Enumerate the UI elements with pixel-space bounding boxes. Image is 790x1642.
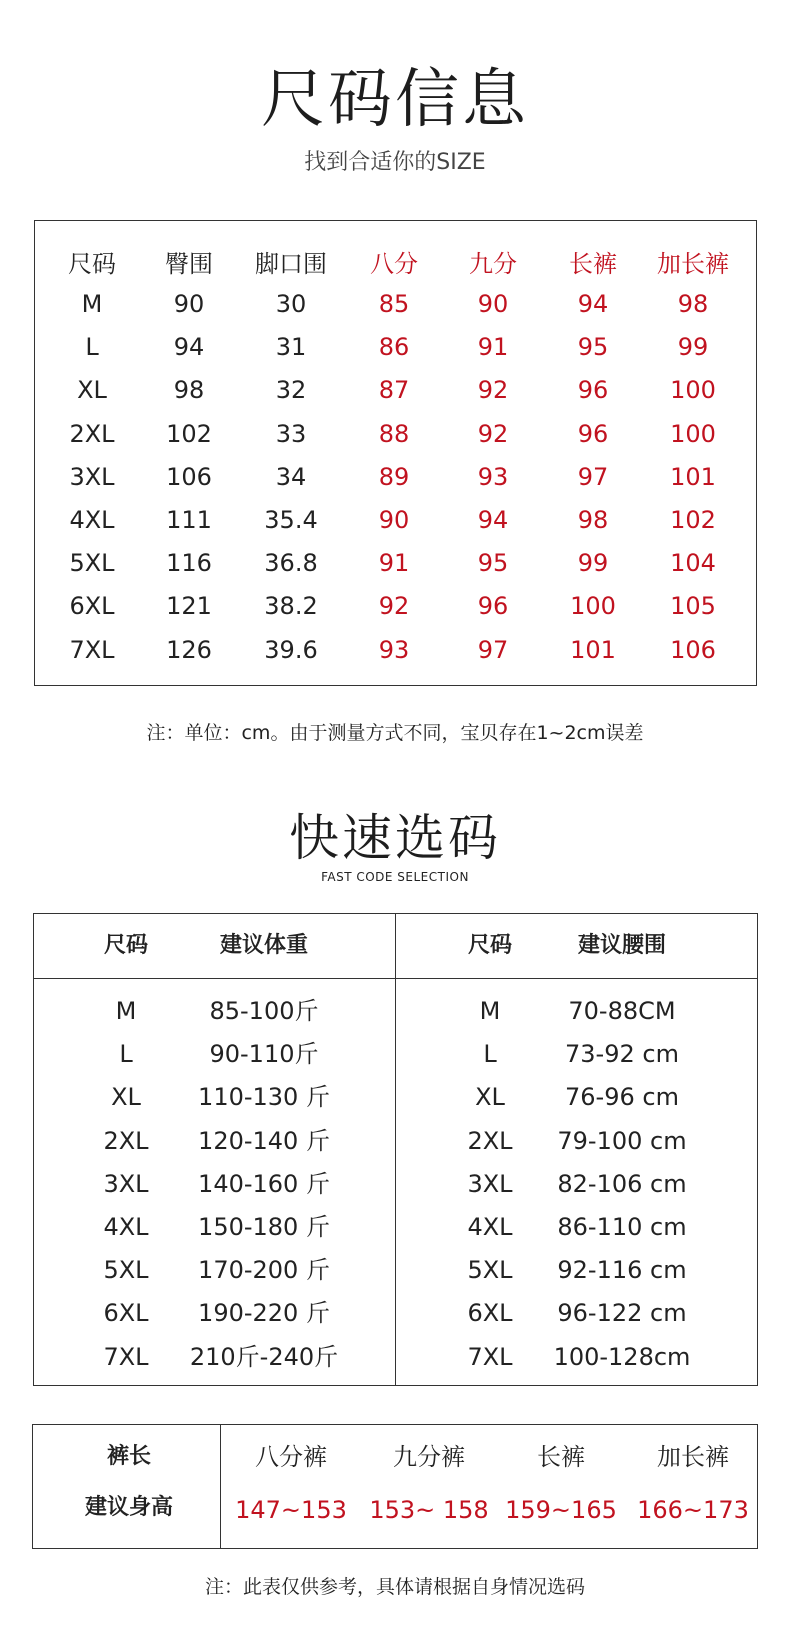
quick-weight: 170-200 斤 xyxy=(198,1256,330,1285)
size-header-long: 长裤 xyxy=(569,250,617,278)
quick-size: M xyxy=(115,997,137,1025)
size-cell-cropped-8: 86 xyxy=(378,333,410,362)
length-col-name: 长裤 xyxy=(537,1443,585,1471)
quick-weight: 110-130 斤 xyxy=(198,1083,330,1112)
quick-waist: 86-110 cm xyxy=(557,1213,687,1241)
length-col-height: 153~ 158 xyxy=(369,1496,489,1524)
quick-size-right: 6XL xyxy=(467,1299,513,1328)
quick-size: 2XL xyxy=(103,1126,149,1155)
quick-column-divider xyxy=(395,914,396,1385)
quick-size-right: 3XL xyxy=(467,1169,513,1198)
size-cell-cropped-9: 95 xyxy=(477,549,509,578)
size-cell-hem: 36.8 xyxy=(264,549,318,578)
size-cell-hip: 94 xyxy=(173,333,205,362)
size-header-extra-long: 加长裤 xyxy=(657,250,729,278)
size-cell-hem: 31 xyxy=(275,333,307,362)
quick-select-table xyxy=(33,913,758,1386)
size-cell-size: 2XL xyxy=(69,419,115,448)
size-cell-cropped-9: 97 xyxy=(477,635,509,664)
quick-weight: 150-180 斤 xyxy=(198,1213,330,1241)
quick-size-right: M xyxy=(479,997,501,1025)
size-cell-long: 101 xyxy=(570,635,616,664)
length-col-height: 147~153 xyxy=(235,1496,347,1524)
size-info-table xyxy=(34,220,757,686)
size-cell-hem: 38.2 xyxy=(264,592,318,621)
quick-size: 4XL xyxy=(103,1213,149,1241)
quick-select-subtitle: FAST CODE SELECTION xyxy=(321,870,469,884)
size-cell-size: XL xyxy=(77,376,107,405)
quick-header-weight: 建议体重 xyxy=(219,933,308,958)
quick-size: XL xyxy=(111,1083,141,1112)
size-cell-hem: 35.4 xyxy=(264,506,318,534)
size-cell-hip: 116 xyxy=(166,549,212,578)
size-cell-cropped-9: 92 xyxy=(477,419,509,448)
quick-size-right: 2XL xyxy=(467,1126,513,1155)
quick-size-right: L xyxy=(483,1040,497,1069)
quick-header-size-right: 尺码 xyxy=(467,933,512,958)
quick-waist: 73-92 cm xyxy=(565,1040,679,1069)
size-cell-hem: 39.6 xyxy=(264,635,318,664)
size-cell-long: 97 xyxy=(577,462,609,491)
size-info-title: 尺码信息 xyxy=(261,63,529,137)
quick-waist: 96-122 cm xyxy=(557,1299,687,1328)
size-cell-hem: 30 xyxy=(275,290,307,318)
size-cell-long: 98 xyxy=(577,506,609,534)
quick-waist: 100-128cm xyxy=(553,1342,691,1371)
size-cell-hem: 34 xyxy=(275,462,307,491)
size-cell-cropped-9: 96 xyxy=(477,592,509,621)
size-cell-cropped-8: 91 xyxy=(378,549,410,578)
size-cell-extra-long: 105 xyxy=(670,592,716,621)
quick-waist: 92-116 cm xyxy=(557,1256,687,1285)
height-row-label: 建议身高 xyxy=(84,1495,173,1520)
size-cell-extra-long: 98 xyxy=(677,290,709,318)
size-cell-hip: 111 xyxy=(166,506,212,534)
quick-weight: 85-100斤 xyxy=(209,997,319,1025)
quick-size: 3XL xyxy=(103,1169,149,1198)
size-cell-hip: 90 xyxy=(173,290,205,318)
size-cell-extra-long: 104 xyxy=(670,549,716,578)
quick-size: L xyxy=(119,1040,133,1069)
size-cell-hem: 33 xyxy=(275,419,307,448)
size-cell-hip: 121 xyxy=(166,592,212,621)
size-cell-extra-long: 100 xyxy=(670,419,716,448)
size-info-note: 注：单位：cm。由于测量方式不同，宝贝存在1~2cm误差 xyxy=(146,722,644,744)
size-cell-cropped-8: 93 xyxy=(378,635,410,664)
size-header-cropped-9: 九分 xyxy=(469,250,517,278)
size-cell-size: L xyxy=(85,333,99,362)
quick-waist: 82-106 cm xyxy=(557,1169,687,1198)
quick-header-waist: 建议腰围 xyxy=(577,933,666,958)
size-cell-size: 6XL xyxy=(69,592,115,621)
size-cell-long: 95 xyxy=(577,333,609,362)
size-cell-size: 3XL xyxy=(69,462,115,491)
quick-waist: 76-96 cm xyxy=(565,1083,679,1112)
quick-select-title: 快速选码 xyxy=(289,809,501,867)
size-cell-cropped-9: 90 xyxy=(477,290,509,318)
size-cell-cropped-9: 91 xyxy=(477,333,509,362)
size-cell-long: 94 xyxy=(577,290,609,318)
size-cell-long: 100 xyxy=(570,592,616,621)
size-cell-hip: 106 xyxy=(166,462,212,491)
quick-size: 5XL xyxy=(103,1256,149,1285)
size-cell-cropped-8: 92 xyxy=(378,592,410,621)
quick-waist: 79-100 cm xyxy=(557,1126,687,1155)
length-col-height: 159~165 xyxy=(505,1496,617,1524)
length-col-name: 九分裤 xyxy=(393,1443,465,1471)
size-cell-extra-long: 99 xyxy=(677,333,709,362)
quick-weight: 190-220 斤 xyxy=(198,1299,330,1328)
size-cell-hip: 126 xyxy=(166,635,212,664)
size-cell-cropped-9: 92 xyxy=(477,376,509,405)
quick-weight: 140-160 斤 xyxy=(198,1169,330,1198)
size-info-subtitle: 找到合适你的SIZE xyxy=(304,150,486,175)
size-cell-cropped-8: 90 xyxy=(378,506,410,534)
quick-size-right: XL xyxy=(475,1083,505,1112)
quick-header-size: 尺码 xyxy=(103,933,148,958)
size-cell-hip: 102 xyxy=(166,419,212,448)
length-col-name: 八分裤 xyxy=(255,1443,327,1471)
size-header-cropped-8: 八分 xyxy=(370,250,418,278)
size-header-hip: 臀围 xyxy=(165,250,213,278)
size-cell-hip: 98 xyxy=(173,376,205,405)
size-cell-long: 99 xyxy=(577,549,609,578)
size-cell-size: 5XL xyxy=(69,549,115,578)
size-cell-extra-long: 101 xyxy=(670,462,716,491)
length-height-table xyxy=(32,1424,758,1549)
quick-size-right: 5XL xyxy=(467,1256,513,1285)
size-cell-hem: 32 xyxy=(275,376,307,405)
quick-size: 6XL xyxy=(103,1299,149,1328)
quick-weight: 120-140 斤 xyxy=(198,1126,330,1155)
size-cell-cropped-8: 88 xyxy=(378,419,410,448)
length-col-height: 166~173 xyxy=(637,1496,749,1524)
size-cell-cropped-9: 94 xyxy=(477,506,509,534)
quick-size-right: 4XL xyxy=(467,1213,513,1241)
quick-size-right: 7XL xyxy=(467,1342,513,1371)
size-cell-extra-long: 100 xyxy=(670,376,716,405)
size-cell-extra-long: 102 xyxy=(670,506,716,534)
size-cell-cropped-8: 87 xyxy=(378,376,410,405)
size-cell-long: 96 xyxy=(577,376,609,405)
size-cell-cropped-8: 85 xyxy=(378,290,410,318)
length-table-note: 注：此表仅供参考，具体请根据自身情况选码 xyxy=(204,1576,585,1598)
length-column-divider xyxy=(220,1425,221,1548)
size-cell-extra-long: 106 xyxy=(670,635,716,664)
quick-weight: 90-110斤 xyxy=(209,1040,319,1069)
quick-waist: 70-88CM xyxy=(568,997,676,1025)
size-cell-cropped-8: 89 xyxy=(378,462,410,491)
size-header-hem: 脚口围 xyxy=(255,250,327,278)
length-col-name: 加长裤 xyxy=(657,1443,729,1471)
size-cell-size: 7XL xyxy=(69,635,115,664)
quick-size: 7XL xyxy=(103,1342,149,1371)
size-cell-long: 96 xyxy=(577,419,609,448)
size-header-size: 尺码 xyxy=(68,250,116,278)
length-row-label: 裤长 xyxy=(106,1444,151,1469)
size-cell-size: M xyxy=(81,290,103,318)
size-cell-cropped-9: 93 xyxy=(477,462,509,491)
quick-weight: 210斤-240斤 xyxy=(189,1342,339,1371)
size-cell-size: 4XL xyxy=(69,506,115,534)
